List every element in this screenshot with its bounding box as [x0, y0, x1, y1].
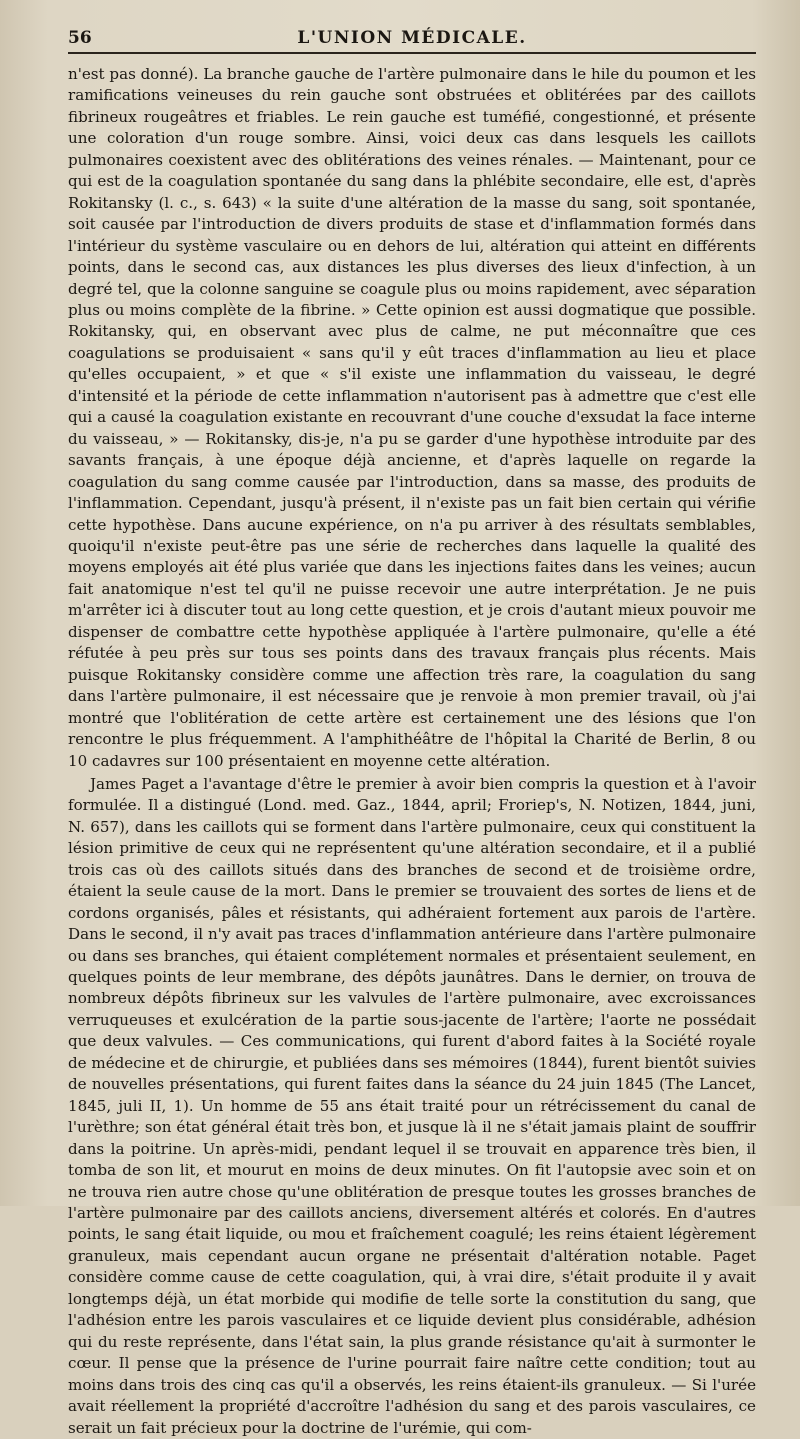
paragraph-rokitansky: n'est pas donné). La branche gauche de l'artère pulmonaire dans le hile du poumon et les ramifications veineuses du rein gauche sont obstruées et oblitérées par des caillots fibrineux rougeâtres et friables. Le rein gauche est tuméfié, congestionné, et présente une coloration d'un rouge sombre. Ainsi, voici deux cas dans lesquels les caillots pulmonaires coexistent avec des oblitérations des veines rénales. — Maintenant, pour ce qui est de la coagulation spontanée du sang dans la phlébite secondaire, elle est, d'après Rokitansky (l. c., s. 643) « la suite d'une altération de la masse du sang, soit spontanée, soit causée par l'introduction de divers produits de stase et d'inflammation formés dans l'intérieur du système vasculaire ou en dehors de lui, altération qui atteint en différents points, dans le second cas, aux distances les plus diverses des lieux d'infection, à un degré tel, que la colonne sanguine se coagule plus ou moins rapidement, avec séparation plus ou moins complète de la fibrine. » Cette opinion est aussi dogmatique que possible. Rokitansky, qui, en observant avec plus de calme, ne put méconnaître que ces coagulations se produisaient « sans qu'il y eût traces d'inflammation au lieu et place qu'elles occupaient, » et que « s'il existe une inflammation du vaisseau, le degré d'intensité et la période de cette inflammation n'autorisent pas à admettre que c'est elle qui a causé la coagulation existante en recouvrant d'une couche d'exsudat la face interne du vaisseau, » — Rokitansky, dis-je, n'a pu se garder d'une hypothèse introduite par des savants français, à une époque déjà ancienne, et d'après laquelle on regarde la coagulation du sang comme causée par l'introduction, dans sa masse, des produits de l'inflammation. Cependant, jusqu'à présent, il n'existe pas un fait bien certain qui vérifie cette hypothèse. Dans aucune expérience, on n'a pu arriver à des résultats semblables, quoiqu'il n'existe peut-être pas une série de recherches dans laquelle la qualité des moyens employés ait été plus variée que dans les injections faites dans les veines; aucun fait anatomique n'est tel qu'il ne puisse recevoir une autre interprétation. Je ne puis m'arrêter ici à discuter tout au long cette question, et je crois d'autant mieux pouvoir me dispenser de combattre cette hypothèse appliquée à l'artère pulmonaire, qu'elle a été réfutée à peu près sur tous ses points dans des travaux français plus récents. Mais puisque Rokitansky considère comme une affection très rare, la coagulation du sang dans l'artère pulmonaire, il est nécessaire que je renvoie à mon premier travail, où j'ai montré que l'oblitération de cette artère est certainement une des lésions que l'on rencontre le plus fréquemment. A l'amphithéâtre de l'hôpital la Charité de Berlin, 8 ou 10 cadavres sur 100 présentaient en moyenne cette altération. [68, 65, 756, 770]
page-number: 56 [68, 28, 92, 48]
article-body [68, 64, 756, 1439]
journal-title: L'UNION MÉDICALE. [297, 28, 527, 48]
paragraph-paget: James Paget a l'avantage d'être le premier à avoir bien compris la question et à l'avoir formulée. Il a distingué (Lond. med. Gaz., 1844, april; Froriep's, N. Notizen, 1844, juni, N. 657), dans les caillots qui se forment dans l'artère pulmonaire, ceux qui constituent la lésion primitive de ceux qui ne représentent qu'une altération secondaire, et il a publié trois cas où des caillots situés dans des branches de second et de troisième ordre, étaient la seule cause de la mort. Dans le premier se trouvaient des sortes de liens et de cordons organisés, pâles et résistants, qui adhéraient fortement aux parois de l'artère. Dans le second, il n'y avait pas traces d'inflammation antérieure dans l'artère pulmonaire ou dans ses branches, qui étaient complétement normales et présentaient seulement, en quelques points de leur membrane, des dépôts jaunâtres. Dans le dernier, on trouva de nombreux dépôts fibrineux sur les valvules de l'artère pulmonaire, avec excroissances verruqueuses et exulcération de la partie sous-jacente de l'artère; l'aorte ne possédait que deux valvules. — Ces communications, qui furent d'abord faites à la Société royale de médecine et de chirurgie, et publiées dans ses mémoires (1844), furent bientôt suivies de nouvelles présentations, qui furent faites dans la séance du 24 juin 1845 (The Lancet, 1845, juli II, 1). Un homme de 55 ans était traité pour un rétrécissement du canal de l'urèthre; son état général était très bon, et jusque là il ne s'était jamais plaint de souffrir dans la poitrine. Un après-midi, pendant lequel il se trouvait en apparence très bien, il tomba de son lit, et mourut en moins de deux minutes. On fit l'autopsie avec soin et on ne trouva rien autre chose qu'une oblitération de presque toutes les grosses branches de l'artère pulmonaire par des caillots anciens, diversement altérés et colorés. En d'autres points, le sang était liquide, ou mou et fraîchement coagulé; les reins étaient légèrement granuleux, mais cependant aucun organe ne présentait d'altération notable. Paget considère comme cause de cette coagulation, qui, à vrai dire, s'était produite il y avait longtemps déjà, un état morbide qui modifie de telle sorte la constitution du sang, que l'adhésion entre les parois vasculaires et ce liquide devient plus considérable, adhésion qui du reste représente, dans l'état sain, la plus grande résistance qu'ait à surmonter le cœur. Il pense que la présence de l'urine pourrait faire naître cette condition; tout au moins dans trois des cinq cas qu'il a observés, les reins étaient-ils granuleux. — Si l'urée avait réellement la propriété d'accroître l'adhésion du sang et des parois vasculaires, ce serait un fait précieux pour la doctrine de l'urémie, qui com- [68, 774, 756, 1437]
running-header [68, 24, 756, 54]
